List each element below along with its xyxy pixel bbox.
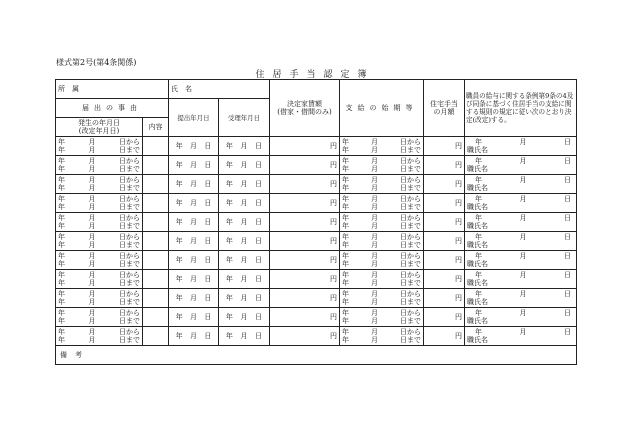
submission-date-cell[interactable]: 年 月 日 — [169, 289, 219, 308]
content-cell[interactable] — [143, 289, 169, 308]
allowance-amount-cell[interactable]: 円 — [424, 213, 465, 232]
table-row — [56, 175, 577, 194]
receipt-date-cell[interactable]: 年 月 日 — [219, 270, 270, 289]
rent-amount-cell[interactable]: 円 — [270, 327, 340, 346]
rent-amount-cell[interactable]: 円 — [270, 308, 340, 327]
table-row — [56, 213, 577, 232]
content-cell[interactable] — [143, 175, 169, 194]
decision-cell[interactable]: 年 月 日 職氏名 — [465, 289, 577, 308]
occurrence-date-cell[interactable]: 年 月 日から 年 月 日まで — [56, 327, 143, 346]
payment-start-cell[interactable]: 年 月 日から 年 月 日まで — [340, 137, 424, 156]
receipt-date-cell[interactable]: 年 月 日 — [219, 327, 270, 346]
table-row — [56, 289, 577, 308]
content-cell[interactable] — [143, 251, 169, 270]
payment-start-cell[interactable]: 年 月 日から 年 月 日まで — [340, 251, 424, 270]
table-row — [56, 270, 577, 289]
receipt-date-header: 受理年月日 — [219, 99, 270, 137]
table-row — [56, 137, 577, 156]
payment-start-cell[interactable]: 年 月 日から 年 月 日まで — [340, 308, 424, 327]
decision-cell[interactable]: 年 月 日 職氏名 — [465, 251, 577, 270]
receipt-date-cell[interactable]: 年 月 日 — [219, 137, 270, 156]
submission-date-cell[interactable]: 年 月 日 — [169, 232, 219, 251]
content-cell[interactable] — [143, 270, 169, 289]
affiliation-label: 所 属 — [56, 80, 169, 99]
allowance-amount-cell[interactable]: 円 — [424, 327, 465, 346]
occurrence-date-cell[interactable]: 年 月 日から 年 月 日まで — [56, 137, 143, 156]
allowance-amount-cell[interactable]: 円 — [424, 156, 465, 175]
table-row — [56, 327, 577, 346]
remarks-row — [56, 346, 577, 365]
allowance-amount-cell[interactable]: 円 — [424, 194, 465, 213]
receipt-date-cell[interactable]: 年 月 日 — [219, 175, 270, 194]
rent-amount-cell[interactable]: 円 — [270, 289, 340, 308]
submission-date-cell[interactable]: 年 月 日 — [169, 308, 219, 327]
payment-start-cell[interactable]: 年 月 日から 年 月 日まで — [340, 232, 424, 251]
rent-amount-cell[interactable]: 円 — [270, 232, 340, 251]
decision-cell[interactable]: 年 月 日 職氏名 — [465, 194, 577, 213]
occurrence-date-cell[interactable]: 年 月 日から 年 月 日まで — [56, 308, 143, 327]
allowance-amount-cell[interactable]: 円 — [424, 137, 465, 156]
occurrence-date-cell[interactable]: 年 月 日から 年 月 日まで — [56, 213, 143, 232]
page-title: 住居手当認定簿 — [255, 70, 375, 80]
decision-cell[interactable]: 年 月 日 職氏名 — [465, 270, 577, 289]
table-row — [56, 308, 577, 327]
remarks-cell — [56, 346, 577, 365]
submission-date-cell[interactable]: 年 月 日 — [169, 251, 219, 270]
allowance-header: 住宅手当 の月額 — [424, 80, 465, 137]
notified-matter-header: 届出の事由 — [56, 99, 169, 118]
submission-date-cell[interactable]: 年 月 日 — [169, 194, 219, 213]
table-row — [56, 232, 577, 251]
allowance-amount-cell[interactable]: 円 — [424, 308, 465, 327]
payment-start-cell[interactable]: 年 月 日から 年 月 日まで — [340, 156, 424, 175]
receipt-date-cell[interactable]: 年 月 日 — [219, 308, 270, 327]
content-cell[interactable] — [143, 213, 169, 232]
submission-date-cell[interactable]: 年 月 日 — [169, 270, 219, 289]
rent-header: 決定家賃額 (借家・借間のみ) — [270, 80, 340, 137]
decision-cell[interactable]: 年 月 日 職氏名 — [465, 232, 577, 251]
decision-cell[interactable]: 年 月 日 職氏名 — [465, 175, 577, 194]
receipt-date-cell[interactable]: 年 月 日 — [219, 251, 270, 270]
decision-cell[interactable]: 年 月 日 職氏名 — [465, 156, 577, 175]
payment-start-cell[interactable]: 年 月 日から 年 月 日まで — [340, 289, 424, 308]
occurrence-date-cell[interactable]: 年 月 日から 年 月 日まで — [56, 289, 143, 308]
rent-amount-cell[interactable]: 円 — [270, 270, 340, 289]
payment-start-cell[interactable]: 年 月 日から 年 月 日まで — [340, 327, 424, 346]
receipt-date-cell[interactable]: 年 月 日 — [219, 194, 270, 213]
allowance-amount-cell[interactable]: 円 — [424, 289, 465, 308]
table-row — [56, 156, 577, 175]
receipt-date-cell[interactable]: 年 月 日 — [219, 213, 270, 232]
decision-cell[interactable]: 年 月 日 職氏名 — [465, 213, 577, 232]
submission-date-cell[interactable]: 年 月 日 — [169, 213, 219, 232]
content-cell[interactable] — [143, 232, 169, 251]
rent-amount-cell[interactable]: 円 — [270, 156, 340, 175]
rent-amount-cell[interactable]: 円 — [270, 213, 340, 232]
table-row — [56, 194, 577, 213]
remarks-label: 備考 — [60, 351, 90, 359]
header-row-1 — [56, 80, 577, 99]
occurrence-date-cell[interactable]: 年 月 日から 年 月 日まで — [56, 270, 143, 289]
table-row — [56, 251, 577, 270]
allowance-amount-cell[interactable]: 円 — [424, 251, 465, 270]
decision-cell[interactable]: 年 月 日 職氏名 — [465, 327, 577, 346]
rent-amount-cell[interactable]: 円 — [270, 251, 340, 270]
content-cell[interactable] — [143, 137, 169, 156]
occurrence-date-header: 発生の年月日 (改定年月日) — [56, 118, 143, 137]
rent-amount-cell[interactable]: 円 — [270, 137, 340, 156]
content-cell[interactable] — [143, 194, 169, 213]
occurrence-date-cell[interactable]: 年 月 日から 年 月 日まで — [56, 175, 143, 194]
form-id: 様式第2号(第4条関係) — [56, 58, 137, 67]
submission-date-cell[interactable]: 年 月 日 — [169, 156, 219, 175]
submission-date-cell[interactable]: 年 月 日 — [169, 327, 219, 346]
receipt-date-cell[interactable]: 年 月 日 — [219, 232, 270, 251]
submission-date-cell[interactable]: 年 月 日 — [169, 175, 219, 194]
submission-date-cell[interactable]: 年 月 日 — [169, 137, 219, 156]
allowance-amount-cell[interactable]: 円 — [424, 175, 465, 194]
occurrence-date-cell[interactable]: 年 月 日から 年 月 日まで — [56, 251, 143, 270]
payment-start-cell[interactable]: 年 月 日から 年 月 日まで — [340, 175, 424, 194]
decision-cell[interactable]: 年 月 日 職氏名 — [465, 308, 577, 327]
submission-date-header: 提出年月日 — [169, 99, 219, 137]
payment-start-cell[interactable]: 年 月 日から 年 月 日まで — [340, 213, 424, 232]
receipt-date-cell[interactable]: 年 月 日 — [219, 156, 270, 175]
content-cell[interactable] — [143, 156, 169, 175]
allowance-amount-cell[interactable]: 円 — [424, 270, 465, 289]
content-cell[interactable] — [143, 327, 169, 346]
allowance-amount-cell[interactable]: 円 — [424, 232, 465, 251]
occurrence-date-cell[interactable]: 年 月 日から 年 月 日まで — [56, 156, 143, 175]
rent-amount-cell[interactable]: 円 — [270, 175, 340, 194]
allowance-ledger-table — [55, 79, 577, 365]
payment-start-cell[interactable]: 年 月 日から 年 月 日まで — [340, 194, 424, 213]
occurrence-date-cell[interactable]: 年 月 日から 年 月 日まで — [56, 194, 143, 213]
payment-start-header: 支給の始期等 — [340, 80, 424, 137]
receipt-date-cell[interactable]: 年 月 日 — [219, 289, 270, 308]
decision-text: 職員の給与に関する条例第9条の4及び同条に基づく住居手当の支給に関する規則の規定に従い次のとおり決定(改定)する。 — [465, 80, 577, 137]
name-label: 氏 名 — [169, 80, 270, 99]
content-header: 内容 — [143, 118, 169, 137]
rent-amount-cell[interactable]: 円 — [270, 194, 340, 213]
occurrence-date-cell[interactable]: 年 月 日から 年 月 日まで — [56, 232, 143, 251]
content-cell[interactable] — [143, 308, 169, 327]
decision-cell[interactable]: 年 月 日 職氏名 — [465, 137, 577, 156]
payment-start-cell[interactable]: 年 月 日から 年 月 日まで — [340, 270, 424, 289]
